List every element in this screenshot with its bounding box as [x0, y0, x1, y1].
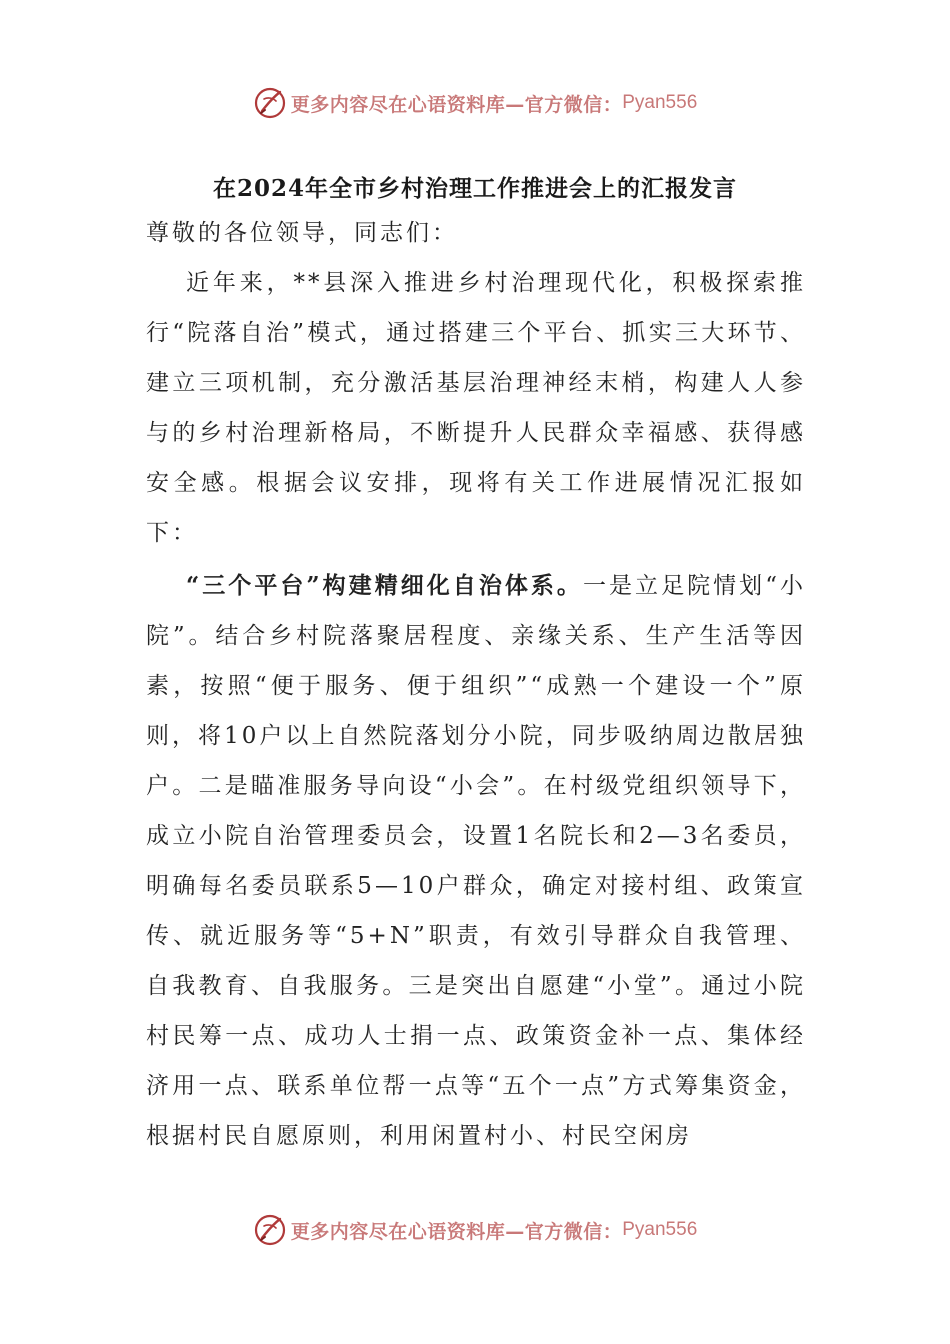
paragraph-text: 一是立足院情划“小院”。结合乡村院落聚居程度、亲缘关系、生产生活等因素，按照“便于服务、便于组织”“成熟一个建设一个”原则，将10户以上自然院落划分小院，同步吸纳周边散居独户。二是瞄准服务导向设“小会”。在村级党组织领导下，成立小院自治管理委员会，设置1名院长和2—3名委员，明确每名委员联系5—10户群众，确定对接村组、政策宣传、就近服务等“5+N”职责，有效引导群众自我管理、自我教育、自我服务。三是突出自愿建“小堂”。通过小院村民筹一点、成功人士捐一点、政策资金补一点、集体经济用一点、联系单位帮一点等“五个一点”方式筹集资金，根据村民自愿原则，利用闲置村小、村民空闲房 — [146, 573, 806, 1149]
banner-wechat-handle: Pyan556 — [622, 1219, 698, 1240]
document-body — [146, 208, 806, 1161]
footer-banner — [0, 1210, 950, 1250]
pen-seal-logo-icon — [253, 1213, 287, 1247]
salutation: 尊敬的各位领导，同志们： — [146, 220, 458, 246]
header-banner — [0, 83, 950, 123]
banner-text: 更多内容尽在心语资料库—官方微信： — [290, 1220, 623, 1243]
banner-wechat-handle: Pyan556 — [622, 92, 698, 113]
paragraph-intro — [146, 258, 806, 558]
document-title: 在2024年全市乡村治理工作推进会上的汇报发言 — [212, 175, 737, 202]
banner-text: 更多内容尽在心语资料库—官方微信： — [290, 93, 623, 116]
paragraph-lead-heading: “三个平台”构建精细化自治体系。 — [186, 572, 583, 599]
pen-seal-logo-icon — [253, 86, 287, 120]
paragraph-three-platforms — [146, 561, 806, 1161]
paragraph-text: 近年来，**县深入推进乡村治理现代化，积极探索推行“院落自治”模式，通过搭建三个平台、抓实三大环节、建立三项机制，充分激活基层治理神经末梢，构建人人参与的乡村治理新格局，不断提升人民群众幸福感、获得感安全感。根据会议安排，现将有关工作进展情况汇报如下： — [146, 270, 806, 546]
